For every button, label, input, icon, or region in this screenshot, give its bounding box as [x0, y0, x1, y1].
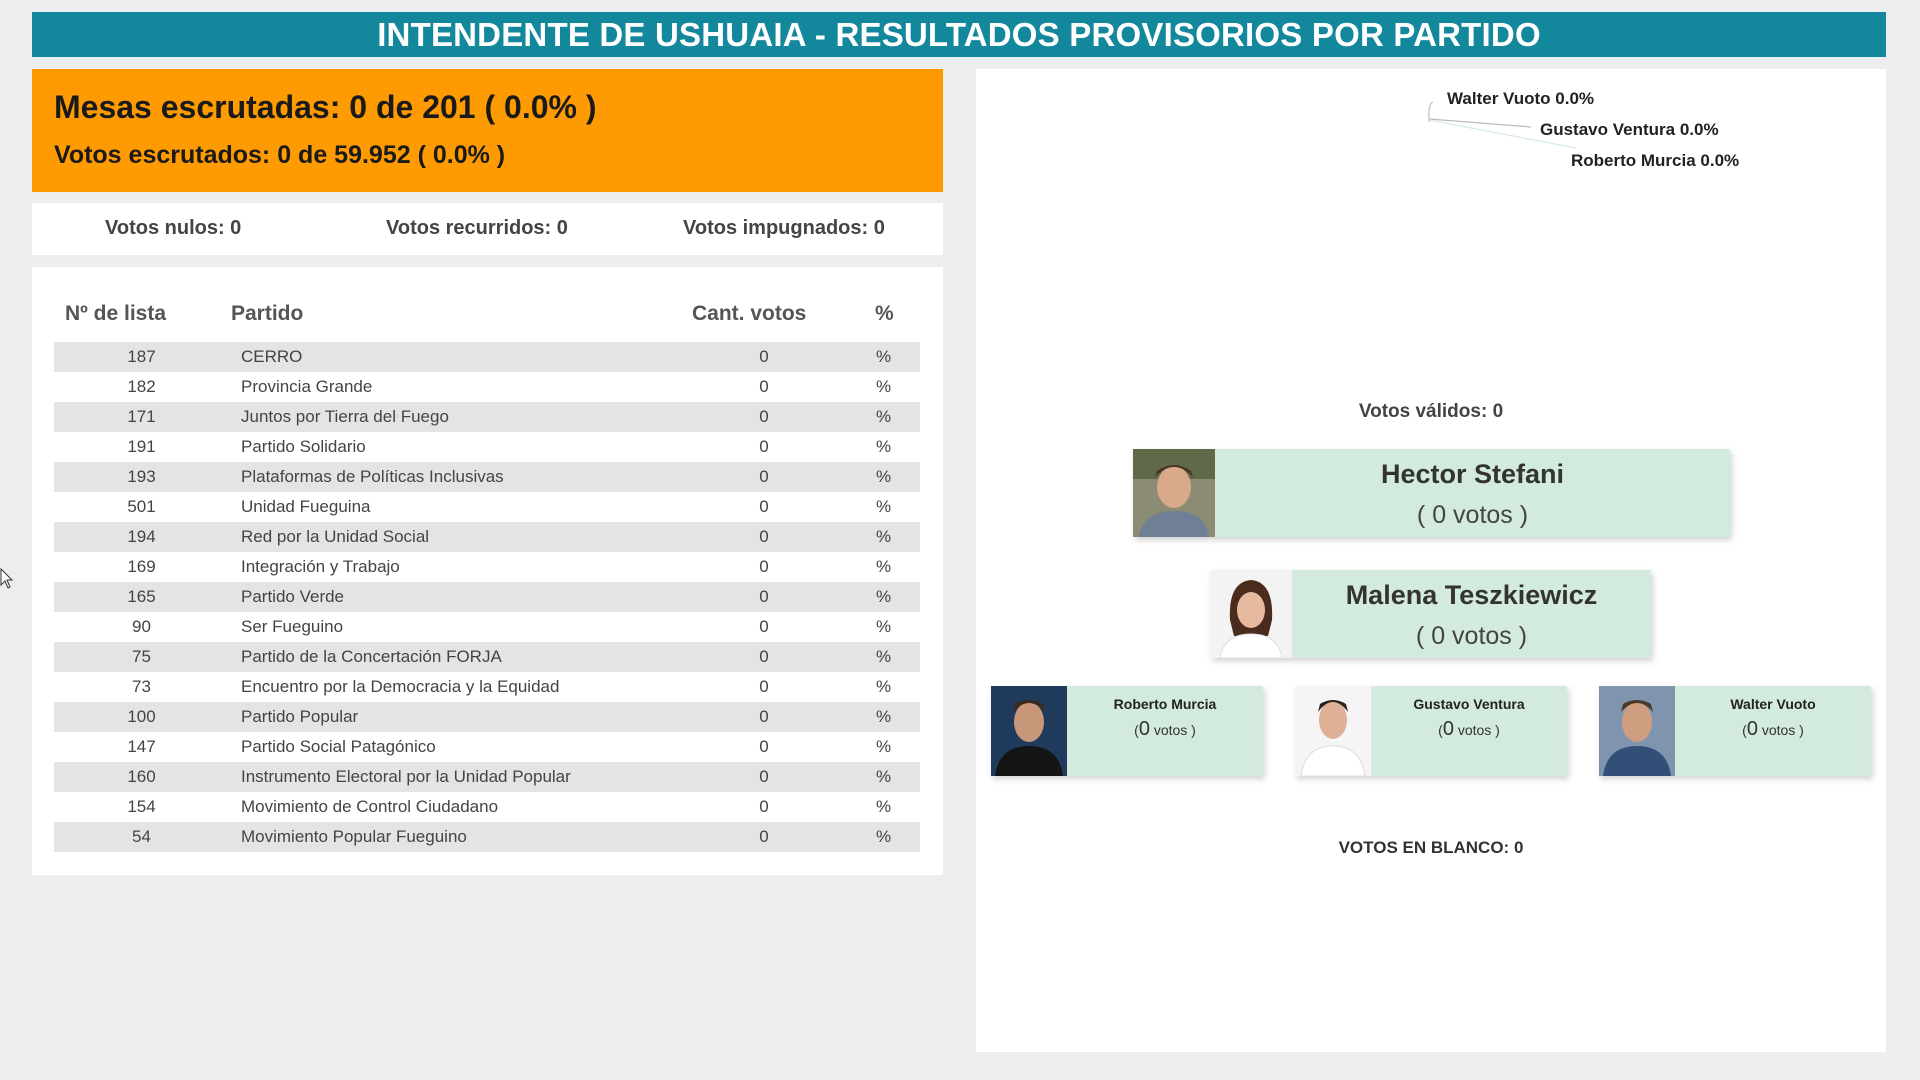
- candidate-card-hector-stefani: [1133, 449, 1730, 537]
- list-number: 160: [127, 767, 156, 786]
- candidate-name: Gustavo Ventura: [1413, 696, 1525, 712]
- vote-percent: %: [876, 497, 892, 516]
- list-number: 54: [132, 827, 151, 846]
- vote-count: 0: [759, 407, 769, 426]
- party-name: Plataformas de Políticas Inclusivas: [241, 467, 504, 486]
- party-name: Instrumento Electoral por la Unidad Popular: [241, 767, 571, 786]
- vote-percent: %: [876, 437, 892, 456]
- table-row: [54, 432, 920, 462]
- vote-percent: %: [876, 377, 892, 396]
- list-number: 182: [127, 377, 156, 396]
- vote-percent: %: [876, 827, 892, 846]
- candidate-card-roberto-murcia: [991, 686, 1263, 776]
- party-name: Juntos por Tierra del Fuego: [241, 407, 449, 426]
- legend-gustavo-ventura: Gustavo Ventura 0.0%: [1540, 120, 1719, 139]
- candidate-card-malena-teszkiewicz: [1210, 570, 1651, 658]
- vote-count: 0: [759, 827, 769, 846]
- list-number: 171: [127, 407, 156, 426]
- list-number: 501: [127, 497, 156, 516]
- candidate-votes: (0 votos ): [1438, 718, 1500, 740]
- candidate-card-walter-vuoto: [1599, 686, 1871, 776]
- vote-count: 0: [759, 677, 769, 696]
- candidate-name: Hector Stefani: [1380, 459, 1565, 489]
- table-row: [54, 612, 920, 642]
- list-number: 191: [127, 437, 156, 456]
- mouse-cursor-icon: [0, 568, 14, 590]
- list-number: 90: [132, 617, 151, 636]
- candidate-photo-roberto-murcia: [991, 686, 1067, 776]
- party-name: Partido Solidario: [241, 437, 366, 456]
- table-row: [54, 822, 920, 852]
- vote-percent: %: [876, 707, 892, 726]
- vote-count: 0: [759, 437, 769, 456]
- party-name: Ser Fueguino: [241, 617, 344, 636]
- votos-recurridos: Votos recurridos: 0: [386, 217, 568, 239]
- party-name: Movimiento de Control Ciudadano: [241, 797, 499, 816]
- list-number: 165: [127, 587, 156, 606]
- votos-validos: Votos válidos: 0: [1358, 401, 1504, 422]
- candidate-card-gustavo-ventura: [1295, 686, 1567, 776]
- header-num: Nº de lista: [65, 302, 167, 325]
- party-name: Red por la Unidad Social: [241, 527, 430, 546]
- vote-percent: %: [876, 527, 892, 546]
- list-number: 100: [127, 707, 156, 726]
- candidate-votes: (0 votos ): [1134, 718, 1196, 740]
- candidate-name: Walter Vuoto: [1730, 696, 1816, 712]
- vote-count: 0: [759, 497, 769, 516]
- header-votes: Cant. votos: [692, 302, 807, 325]
- table-row: [54, 522, 920, 552]
- list-number: 187: [127, 347, 156, 366]
- vote-percent: %: [876, 347, 892, 366]
- vote-count: 0: [759, 767, 769, 786]
- vote-percent: %: [876, 587, 892, 606]
- candidate-votes: ( 0 votos ): [1416, 501, 1529, 529]
- vote-count: 0: [759, 707, 769, 726]
- candidate-photo-malena-teszkiewicz: [1210, 570, 1292, 658]
- legend-walter-vuoto: Walter Vuoto 0.0%: [1447, 89, 1595, 108]
- party-name: Partido Popular: [241, 707, 359, 726]
- table-row: [54, 372, 920, 402]
- vote-percent: %: [876, 737, 892, 756]
- summary-panel: [32, 69, 943, 192]
- list-number: 73: [132, 677, 151, 696]
- party-name: Partido Social Patagónico: [241, 737, 436, 756]
- table-row: [54, 732, 920, 762]
- party-name: CERRO: [241, 347, 303, 366]
- vote-count: 0: [759, 557, 769, 576]
- table-row: [54, 642, 920, 672]
- vote-stats-bar: [32, 203, 943, 255]
- vote-percent: %: [876, 767, 892, 786]
- vote-count: 0: [759, 527, 769, 546]
- vote-percent: %: [876, 677, 892, 696]
- votos-escrutados: Votos escrutados: 0 de 59.952 ( 0.0% ): [54, 141, 506, 169]
- page-title: INTENDENTE DE USHUAIA - RESULTADOS PROVISORIOS POR PARTIDO: [377, 15, 1541, 53]
- votos-nulos: Votos nulos: 0: [105, 217, 242, 239]
- table-body: [54, 342, 920, 852]
- vote-percent: %: [876, 557, 892, 576]
- party-name: Unidad Fueguina: [241, 497, 371, 516]
- list-number: 154: [127, 797, 156, 816]
- list-number: 194: [127, 527, 156, 546]
- table-row: [54, 792, 920, 822]
- candidate-photo-gustavo-ventura: [1295, 686, 1371, 776]
- table-row: [54, 462, 920, 492]
- table-row: [54, 582, 920, 612]
- candidate-votes: ( 0 votos ): [1415, 622, 1528, 650]
- list-number: 147: [127, 737, 156, 756]
- vote-count: 0: [759, 347, 769, 366]
- candidate-name: Roberto Murcia: [1113, 696, 1217, 712]
- candidate-photo-hector-stefani: [1133, 449, 1215, 537]
- table-row: [54, 342, 920, 372]
- list-number: 169: [127, 557, 156, 576]
- votos-impugnados: Votos impugnados: 0: [683, 217, 885, 239]
- header-pct: %: [875, 302, 894, 325]
- page-header: [32, 12, 1886, 57]
- candidate-votes: (0 votos ): [1742, 718, 1804, 740]
- vote-percent: %: [876, 467, 892, 486]
- votos-en-blanco: VOTOS EN BLANCO: 0: [1338, 838, 1524, 857]
- list-number: 75: [132, 647, 151, 666]
- vote-count: 0: [759, 737, 769, 756]
- table-row: [54, 552, 920, 582]
- table-row: [54, 402, 920, 432]
- party-name: Integración y Trabajo: [241, 557, 400, 576]
- party-name: Movimiento Popular Fueguino: [241, 827, 467, 846]
- vote-count: 0: [759, 377, 769, 396]
- candidate-name: Malena Teszkiewicz: [1345, 580, 1598, 610]
- vote-count: 0: [759, 647, 769, 666]
- table-row: [54, 492, 920, 522]
- table-row: [54, 672, 920, 702]
- results-table: [32, 267, 943, 875]
- vote-percent: %: [876, 407, 892, 426]
- party-name: Partido Verde: [241, 587, 345, 606]
- vote-percent: %: [876, 617, 892, 636]
- vote-count: 0: [759, 467, 769, 486]
- party-name: Provincia Grande: [241, 377, 373, 396]
- vote-count: 0: [759, 587, 769, 606]
- mesas-escrutadas: Mesas escrutadas: 0 de 201 ( 0.0% ): [54, 89, 597, 125]
- vote-count: 0: [759, 797, 769, 816]
- vote-percent: %: [876, 647, 892, 666]
- vote-count: 0: [759, 617, 769, 636]
- vote-percent: %: [876, 797, 892, 816]
- party-name: Encuentro por la Democracia y la Equidad: [241, 677, 560, 696]
- candidate-photo-walter-vuoto: [1599, 686, 1675, 776]
- list-number: 193: [127, 467, 156, 486]
- legend-roberto-murcia: Roberto Murcia 0.0%: [1571, 151, 1740, 170]
- party-name: Partido de la Concertación FORJA: [241, 647, 502, 666]
- table-row: [54, 702, 920, 732]
- pie-leader-lines: [976, 69, 1886, 189]
- table-row: [54, 762, 920, 792]
- chart-panel: [976, 69, 1886, 1052]
- header-party: Partido: [231, 302, 304, 325]
